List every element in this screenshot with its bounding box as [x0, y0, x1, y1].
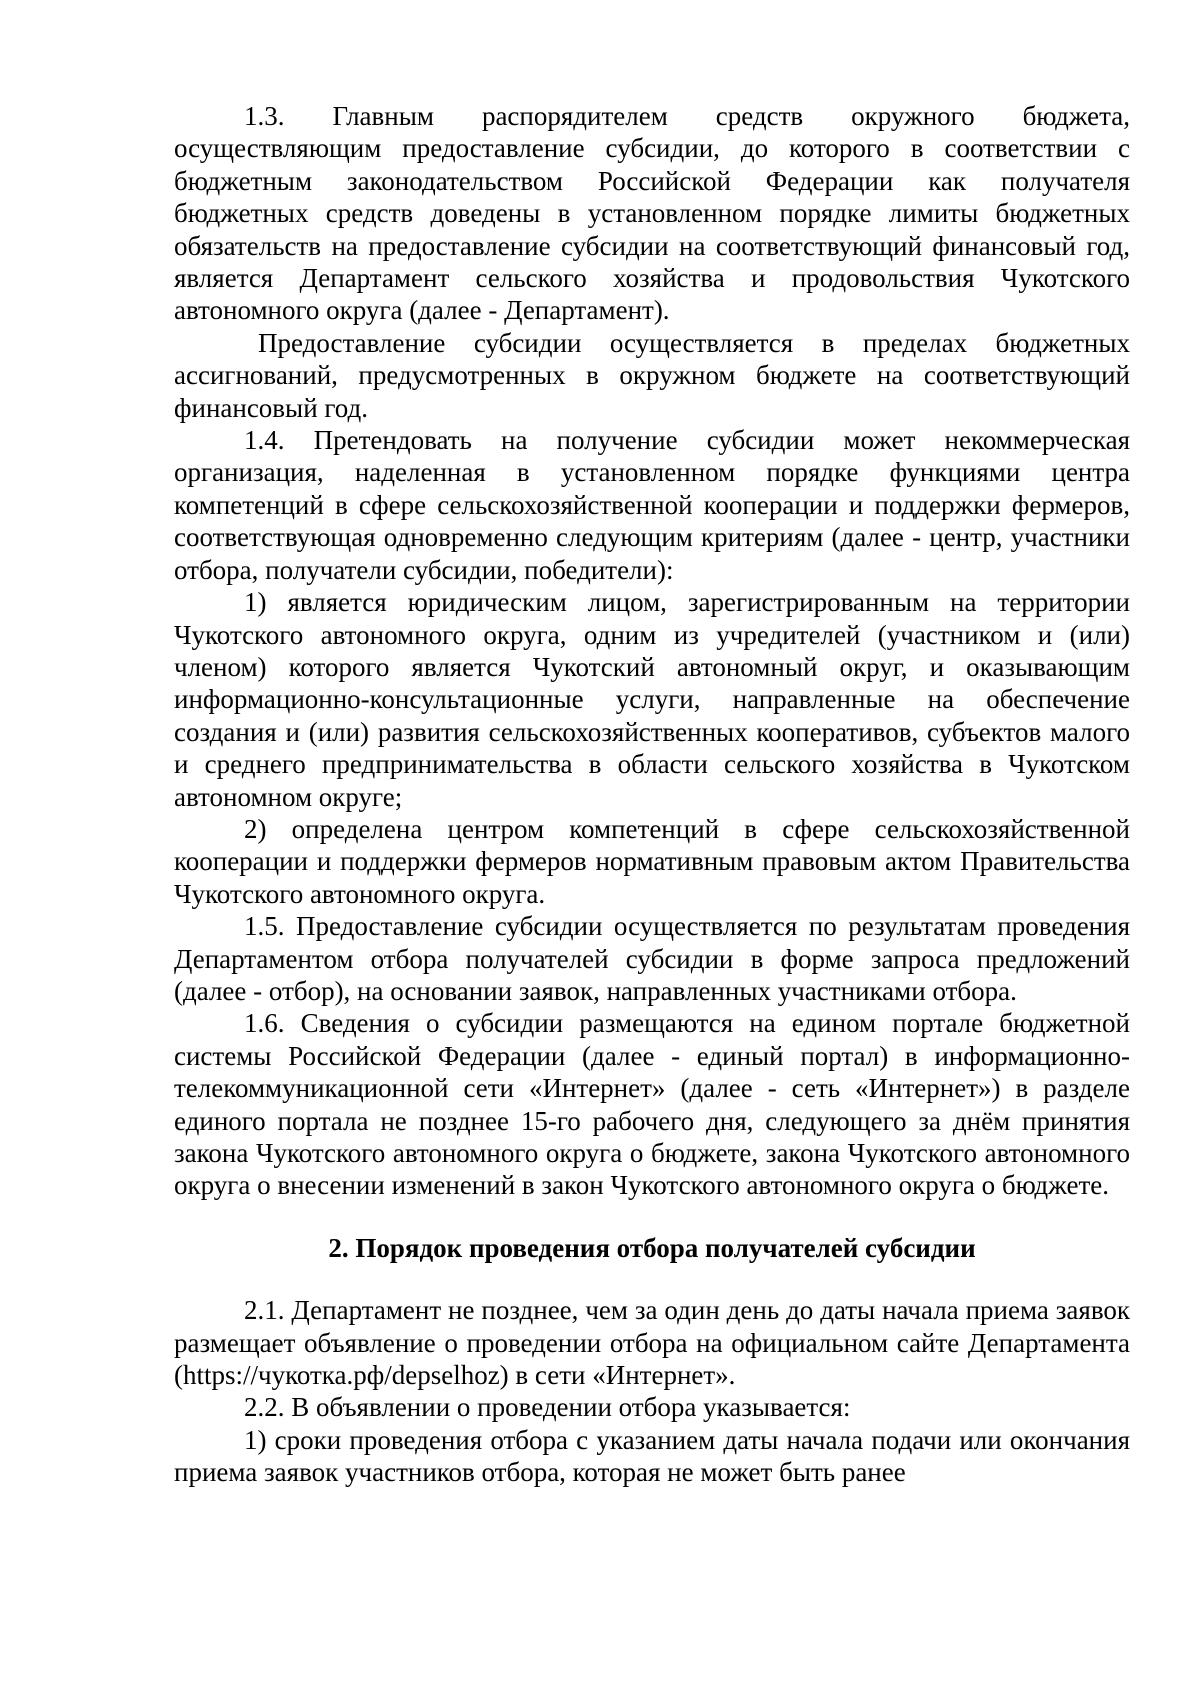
- paragraph-2-2: 2.2. В объявлении о проведении отбора указывается:: [244, 1392, 851, 1423]
- paragraph-1-4: 1.4. Претендовать на получение субсидии может некоммерческая организация, наделенная в установленном порядке функциями центра компетенций в сфере сельскохозяйственной кооперации и поддержки фермеров, соответствующая одновременно следующим критериям (далее - центр, участники отбора, получатели субсидии, победители):: [174, 425, 1130, 585]
- paragraph-criterion-1: 1) является юридическим лицом, зарегистрированным на территории Чукотского автономного округа, одним из учредителей (участником и (или) членом) которого является Чукотский автономный округ, и оказывающим информационно-консультационные услуги, направленные на обеспечение создания и (или) развития сельскохозяйственных кооперативов, субъектов малого и среднего предпринимательства в области сельского хозяйства в Чукотском автономном округе;: [174, 587, 1130, 812]
- paragraph-criterion-2: 2) определена центром компетенций в сфере сельскохозяйственной кооперации и поддержки фермеров нормативным правовым актом Правительства Чукотского автономного округа.: [174, 813, 1130, 909]
- paragraph-1-6: 1.6. Сведения о субсидии размещаются на едином портале бюджетной системы Российской Федерации (далее - единый портал) в информационно-телекоммуникационной сети «Интернет» (далее - сеть «Интернет») в разделе единого портала не позднее 15-го рабочего дня, следующего за днём принятия закона Чукотского автономного округа о бюджете, закона Чукотского автономного округа о внесении изменений в закон Чукотского автономного округа о бюджете.: [174, 1008, 1130, 1201]
- section-2-heading: 2. Порядок проведения отбора получателей субсидии: [328, 1232, 976, 1263]
- paragraph-2-1: 2.1. Департамент не позднее, чем за один день до даты начала приема заявок размещает объявление о проведении отбора на официальном сайте Департамента (https://чукотка.рф/depselhoz) в сети «Интернет».: [174, 1295, 1130, 1391]
- paragraph-subsidy-budget: Предоставление субсидии осуществляется в пределах бюджетных ассигнований, предусмотренных в окружном бюджете на соответствующий финансовый год.: [174, 327, 1130, 423]
- paragraph-2-2-item-1: 1) сроки проведения отбора с указанием даты начала подачи или окончания приема заявок участников отбора, которая не может быть ранее: [174, 1424, 1130, 1488]
- document-page: [174, 100, 1130, 1489]
- paragraph-1-5: 1.5. Предоставление субсидии осуществляется по результатам проведения Департаментом отбора получателей субсидии в форме запроса предложений (далее - отбор), на основании заявок, направленных участниками отбора.: [174, 911, 1130, 1006]
- paragraph-1-3: 1.3. Главным распорядителем средств окружного бюджета, осуществляющим предоставление субсидии, до которого в соответствии с бюджетным законодательством Российской Федерации как получателя бюджетных средств доведены в установленном порядке лимиты бюджетных обязательств на предоставление субсидии на соответствующий финансовый год, является Департамент сельского хозяйства и продовольствия Чукотского автономного округа (далее - Департамент).: [174, 101, 1130, 326]
